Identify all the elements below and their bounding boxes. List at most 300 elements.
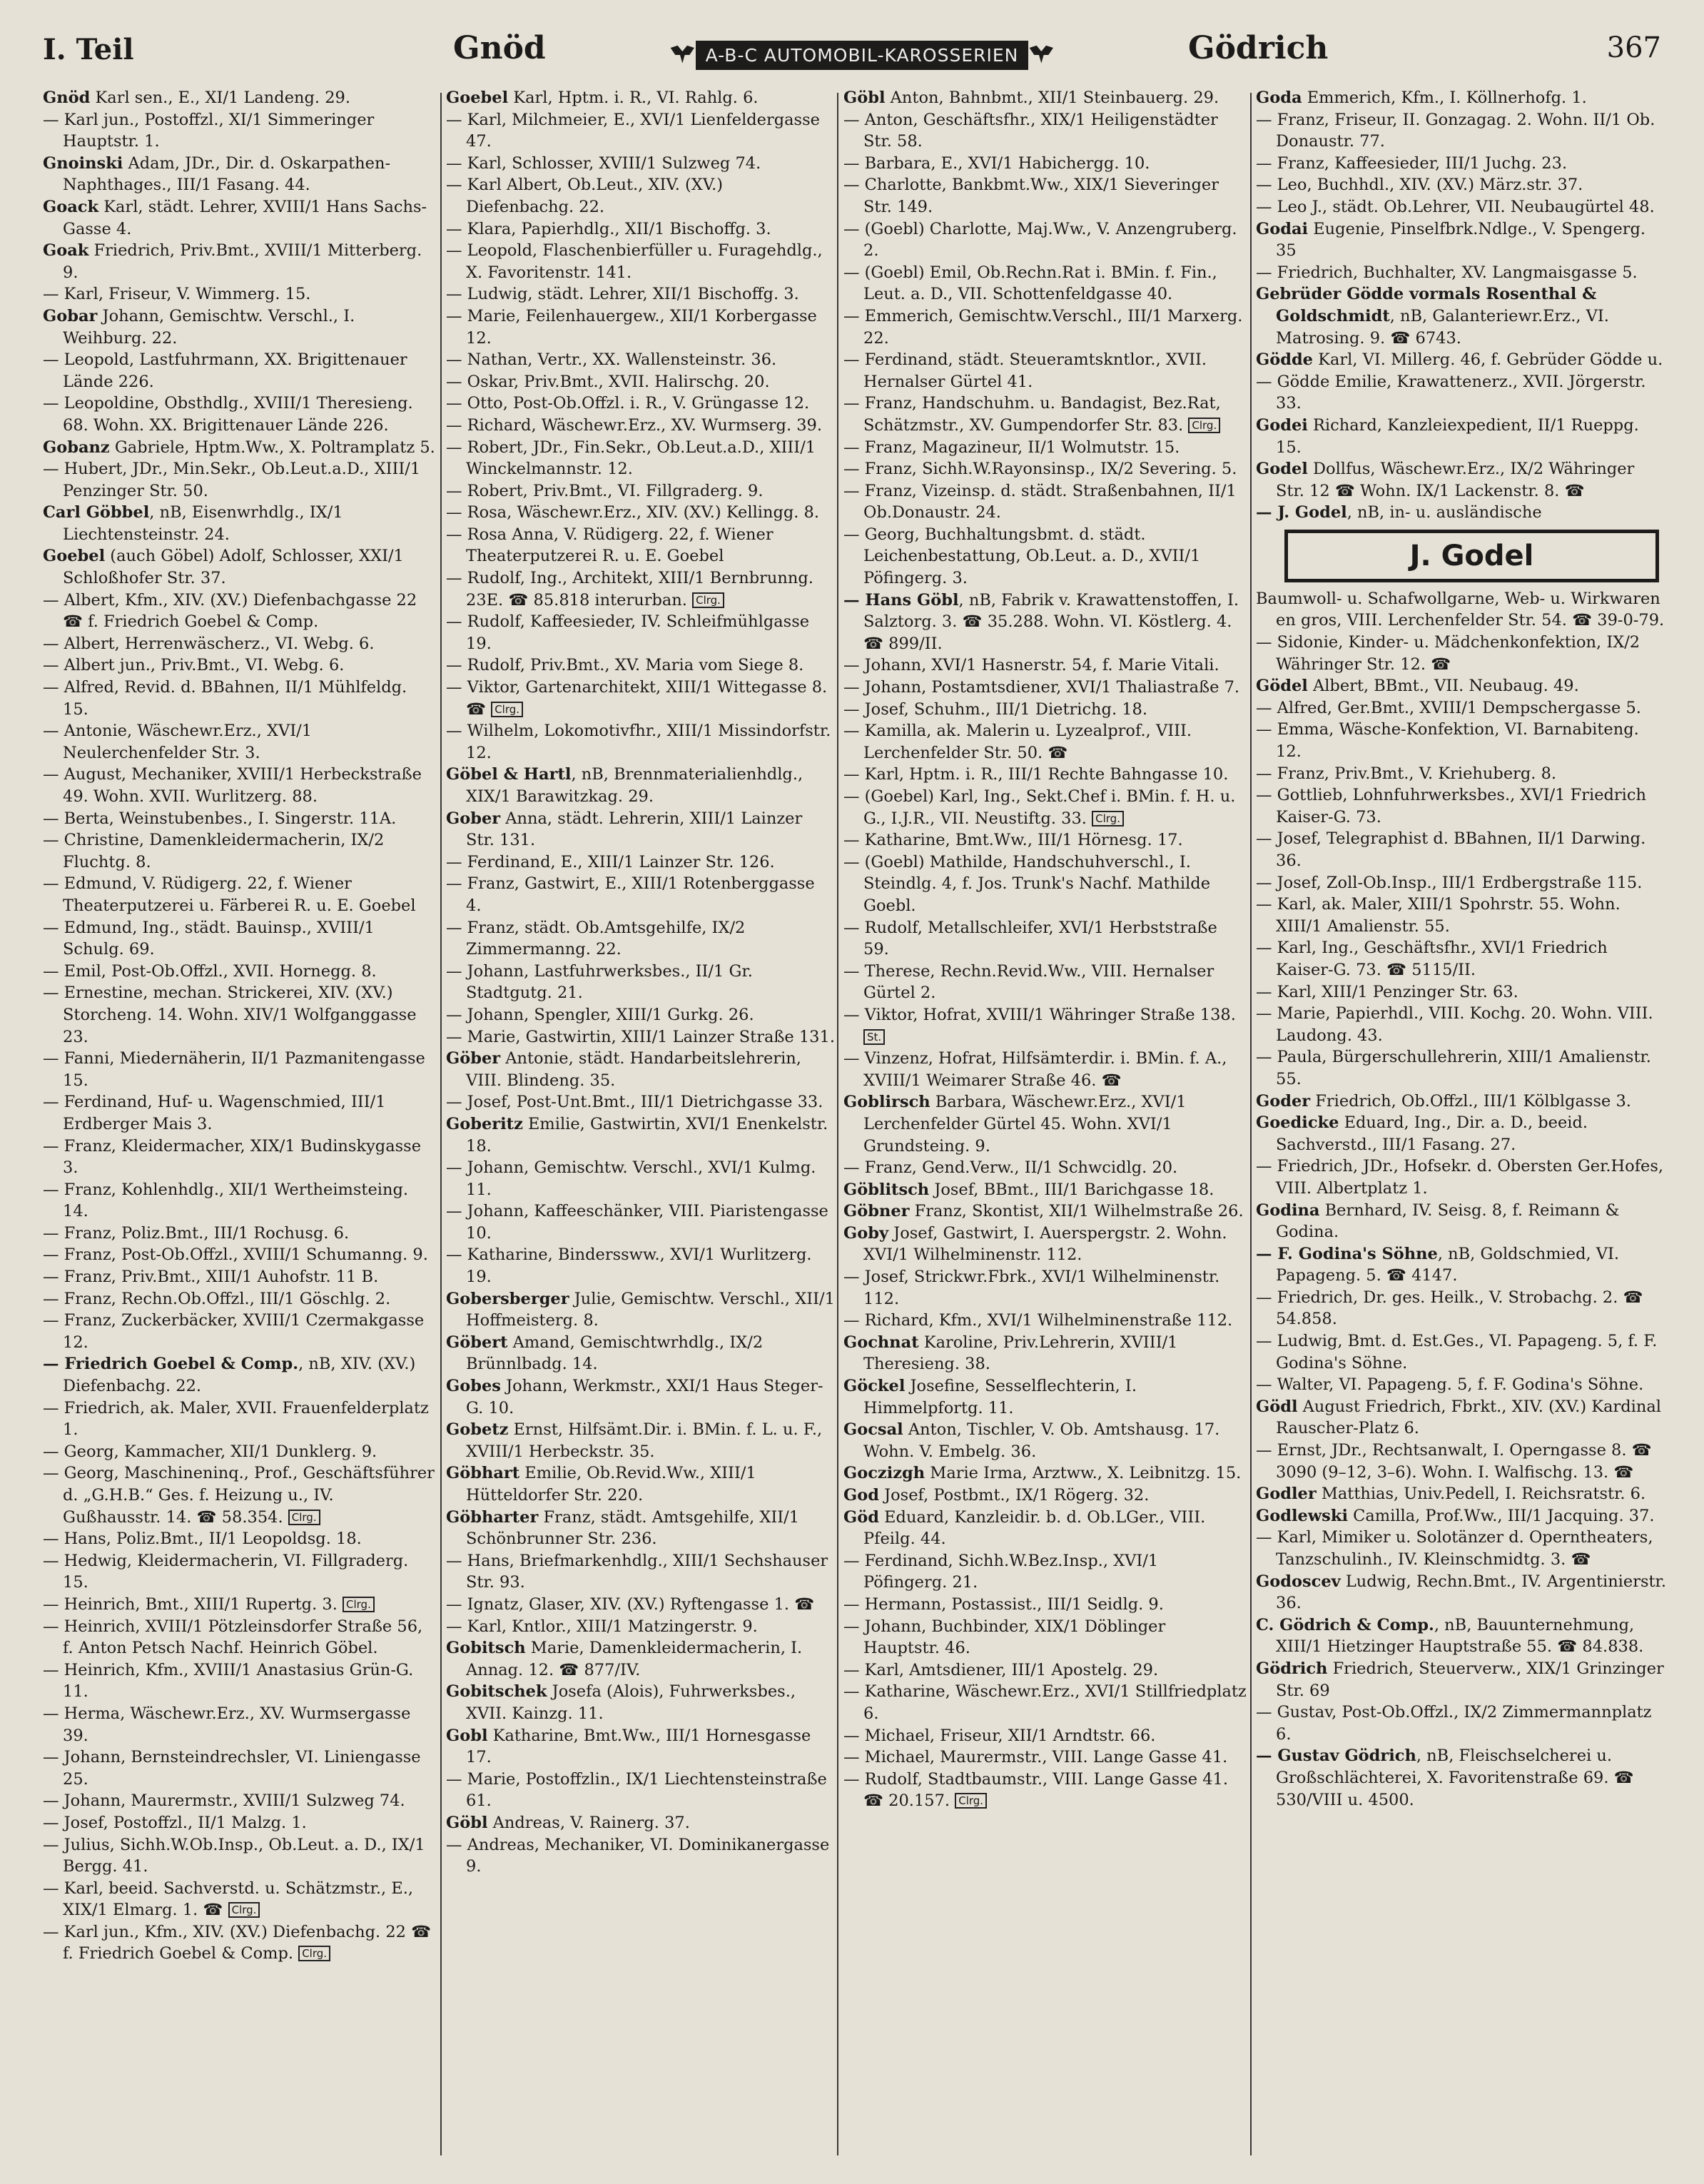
directory-entry (43, 1594, 435, 1616)
directory-entry (843, 305, 1247, 349)
directory-entry (446, 1419, 835, 1462)
entry-details: — Franz, Gastwirt, E., XIII/1 Rotenberggasse 4. (446, 874, 815, 915)
entry-surname: Göd (843, 1507, 879, 1527)
directory-entry (446, 1244, 835, 1288)
directory-entry (843, 1485, 1247, 1507)
entry-details: Karl, VI. Millerg. 46, f. Gebrüder Gödde u. (1313, 350, 1663, 370)
entry-details: — Franz, Priv.Bmt., V. Kriehuberg. 8. (1256, 764, 1557, 783)
directory-entry (446, 1004, 835, 1026)
entry-details: — Karl, Amtsdiener, III/1 Apostelg. 29. (843, 1660, 1159, 1679)
entry-surname: God (843, 1486, 879, 1505)
directory-entry (1256, 1330, 1666, 1374)
directory-entry (1256, 719, 1666, 762)
directory-entry (43, 283, 435, 305)
entry-details: — Karl, Hptm. i. R., III/1 Rechte Bahngasse 10. (843, 765, 1229, 784)
entry-surname: Gebrüder Gödde vormals Rosenthal & Goldschmidt (1256, 285, 1597, 325)
entry-details: — Hermann, Postassist., III/1 Seidlg. 9. (843, 1594, 1164, 1614)
directory-entry (843, 1223, 1247, 1266)
entry-details: — Karl jun., Kfm., XIV. (XV.) Diefenbachg. 22 ☎ f. Friedrich Goebel & Comp. (43, 1922, 432, 1963)
directory-entry (43, 1616, 435, 1659)
directory-entry (43, 1790, 435, 1812)
directory-entry (43, 1266, 435, 1288)
directory-entry (43, 808, 435, 830)
clearing-badge: Clrg. (1092, 811, 1124, 826)
directory-entry (1256, 109, 1666, 153)
entry-surname: C. Gödrich & Comp. (1256, 1615, 1434, 1634)
directory-entry (843, 87, 1247, 109)
directory-entry (446, 415, 835, 437)
entry-surname: — Hans Göbl (843, 590, 959, 610)
entry-surname: Gobitschek (446, 1682, 547, 1702)
entry-details: — Karl Albert, Ob.Leut., XIV. (XV.) Diefenbachg. 22. (446, 176, 724, 216)
directory-entry (1256, 675, 1666, 697)
entry-details: — Josef, Post-Unt.Bmt., III/1 Dietrichgasse 33. (446, 1093, 823, 1112)
directory-entry (1256, 502, 1666, 524)
directory-entry (446, 1637, 835, 1681)
directory-entry (1256, 349, 1666, 371)
directory-entry (1256, 1287, 1666, 1330)
directory-entry (43, 764, 435, 807)
entry-details: — Heinrich, Kfm., XVIII/1 Anastasius Grün-G. 11. (43, 1660, 414, 1702)
directory-entry (843, 1659, 1247, 1682)
entry-surname: Goberitz (446, 1114, 523, 1133)
entry-details: Josef, Gastwirt, I. Auerspergstr. 2. Wohn. XVI/1 Wilhelminenstr. 112. (863, 1223, 1227, 1265)
entry-details: — Johann, Buchbinder, XIX/1 Döblinger Hauptstr. 46. (843, 1617, 1166, 1658)
entry-surname: Gnöd (43, 89, 91, 107)
entry-surname: — J. Godel (1256, 503, 1347, 522)
entry-details: Dollfus, Wäschewr.Erz., IX/2 Währinger Str. 12 ☎ Wohn. IX/1 Lackenstr. 8. ☎ (1276, 460, 1635, 500)
directory-entry (843, 524, 1247, 590)
directory-entry (446, 1725, 835, 1769)
directory-entry (843, 699, 1247, 721)
entry-details: — Franz, Kohlenhdlg., XII/1 Wertheimsteing. 14. (43, 1180, 409, 1221)
entry-surname: Göbel & Hartl (446, 765, 572, 784)
directory-entry (1256, 588, 1666, 632)
entry-details: Karl, Hptm. i. R., VI. Rahlg. 6. (508, 89, 759, 107)
entry-details: Ludwig, Rechn.Bmt., IV. Argentinierstr. 36. (1276, 1572, 1666, 1613)
directory-entry (43, 677, 435, 720)
directory-entry (43, 633, 435, 655)
entry-details: — Viktor, Hofrat, XVIII/1 Währinger Straße 138. (843, 1005, 1236, 1024)
entry-details: Josefa (Alois), Fuhrwerksbes., XVII. Kainzg. 11. (466, 1682, 796, 1723)
directory-entry (446, 654, 835, 677)
directory-entry (1256, 1527, 1666, 1570)
entry-details: — Josef, Schuhm., III/1 Dietrichg. 18. (843, 699, 1148, 719)
directory-entry (43, 1441, 435, 1463)
directory-entry (446, 1157, 835, 1200)
entry-details: — Franz, Kaffeesieder, III/1 Juchg. 23. (1256, 153, 1568, 173)
entry-details: — Johann, Postamtsdiener, XVI/1 Thaliastraße 7. (843, 678, 1240, 697)
clearing-badge: Clrg. (491, 702, 523, 717)
entry-details: — Oskar, Priv.Bmt., XVII. Halirschg. 20. (446, 372, 770, 391)
directory-entry (43, 87, 435, 109)
entry-details: Andreas, V. Rainerg. 37. (487, 1813, 690, 1832)
entry-surname: Gobar (43, 306, 98, 325)
entry-surname: Goedicke (1256, 1113, 1339, 1133)
entry-details: Emilie, Gastwirtin, XVI/1 Enenkelstr. 18. (466, 1114, 828, 1156)
directory-entry (1256, 1003, 1666, 1046)
entry-details: , nB, Brennmaterialienhdlg., XIX/1 Barawitzkag. 29. (466, 765, 803, 806)
entry-details: — Friedrich, Dr. ges. Heilk., V. Strobachg. 2. ☎ 54.858. (1256, 1288, 1643, 1329)
directory-entry (43, 153, 435, 196)
directory-entry (43, 545, 435, 589)
directory-entry (446, 1113, 835, 1157)
directory-entry (1256, 1571, 1666, 1614)
entry-details: — Charlotte, Bankbmt.Ww., XIX/1 Sieveringer Str. 149. (843, 176, 1219, 216)
directory-entry (1256, 763, 1666, 785)
directory-entry (43, 349, 435, 393)
entry-details: — Heinrich, XVIII/1 Pötzleinsdorfer Straße 56, f. Anton Petsch Nachf. Heinrich Göbel. (43, 1617, 423, 1658)
entry-surname: Gobl (446, 1726, 488, 1745)
directory-entry (1256, 1396, 1666, 1440)
entry-details: — Georg, Buchhaltungsbmt. d. städt. Leichenbestattung, Ob.Leut. a. D., XVII/1 Pöfingerg. 3. (843, 525, 1201, 588)
entry-details: — Fanni, Miedernäherin, II/1 Pazmanitengasse 15. (43, 1049, 425, 1090)
entry-details: — Leopoldine, Obsthdlg., XVIII/1 Theresieng. 68. Wohn. XX. Brigittenauer Lände 226. (43, 394, 413, 435)
directory-entry (843, 1200, 1247, 1223)
entry-surname: — Gustav Gödrich (1256, 1746, 1416, 1766)
header-advertisement (669, 37, 1055, 73)
entry-surname: Goczizgh (843, 1464, 925, 1483)
directory-entry (446, 240, 835, 283)
entry-details: — Karl, Kntlor., XIII/1 Matzingerstr. 9. (446, 1617, 758, 1636)
entry-details: — (Goebl) Mathilde, Handschuhverschl., I. Steindlg. 4, f. Jos. Trunk's Nachf. Mathilde Goebl. (843, 852, 1211, 915)
directory-entry (1256, 872, 1666, 894)
directory-entry (446, 87, 835, 109)
directory-entry (843, 1179, 1247, 1201)
directory-entry (43, 961, 435, 983)
entry-surname: Godlewski (1256, 1506, 1348, 1525)
column-1 (43, 87, 435, 2157)
clearing-badge: Clrg. (1188, 418, 1220, 433)
entry-details: — Johann, XVI/1 Hasnerstr. 54, f. Marie Vitali. (843, 656, 1219, 675)
entry-surname: Goebel (446, 89, 509, 107)
directory-entry (446, 720, 835, 764)
directory-entry (843, 1507, 1247, 1550)
directory-entry (843, 1157, 1247, 1179)
directory-entry (446, 917, 835, 961)
directory-entry (1256, 1156, 1666, 1199)
column-2 (446, 87, 835, 2157)
entry-details: — Josef, Zoll-Ob.Insp., III/1 Erdbergstraße 115. (1256, 873, 1643, 892)
clearing-badge: St. (863, 1029, 885, 1045)
entry-details: , nB, Fabrik v. Krawattenstoffen, I. Salztorg. 3. ☎ 35.288. Wohn. VI. Köstlerg. 4. ☎ 899/II. (863, 590, 1239, 653)
entry-details: — Robert, Priv.Bmt., VI. Fillgraderg. 9. (446, 481, 764, 500)
directory-entry (43, 196, 435, 240)
entry-details: Johann, Werkmstr., XXI/1 Haus Steger-G. 10. (466, 1377, 823, 1417)
entry-details: — Therese, Rechn.Revid.Ww., VIII. Hernalser Gürtel 2. (843, 961, 1214, 1003)
entry-details: — Hans, Briefmarkenhdlg., XIII/1 Sechshauser Str. 93. (446, 1551, 828, 1592)
entry-details: — Johann, Bernsteindrechsler, VI. Liniengasse 25. (43, 1748, 421, 1789)
entry-details: — Rosa, Wäschewr.Erz., XIV. (XV.) Kellingg. 8. (446, 503, 820, 522)
entry-details: Anton, Tischler, V. Ob. Amtshausg. 17. Wohn. V. Embelg. 36. (863, 1420, 1220, 1461)
directory-entry (43, 1179, 435, 1223)
directory-entry (446, 1091, 835, 1113)
directory-entry (843, 1048, 1247, 1091)
entry-details: — Richard, Kfm., XVI/1 Wilhelminenstraße 112. (843, 1311, 1233, 1330)
entry-surname: Goda (1256, 89, 1302, 107)
entry-surname: Carl Göbbel (43, 503, 150, 522)
entry-details: Eduard, Kanzleidir. b. d. Ob.LGer., VIII. Pfeilg. 44. (863, 1507, 1206, 1549)
entry-details: — Karl jun., Postoffzl., XI/1 Simmeringer Hauptstr. 1. (43, 110, 375, 151)
entry-surname: Gobes (446, 1377, 501, 1396)
directory-entry (1256, 894, 1666, 937)
entry-details: — Marie, Feilenhauergew., XII/1 Korbergasse 12. (446, 306, 817, 348)
entry-details: — Gustav, Post-Ob.Offzl., IX/2 Zimmermannplatz 6. (1256, 1703, 1652, 1744)
entry-surname: Göbharter (446, 1507, 539, 1527)
entry-details: Friedrich, Ob.Offzl., III/1 Kölblgasse 3. (1310, 1091, 1631, 1111)
entry-details: — Rudolf, Ing., Architekt, XIII/1 Bernbrunng. 23E. ☎ 85.818 interurban. (446, 569, 813, 610)
entry-details: — Ignatz, Glaser, XIV. (XV.) Ryftengasse 1. ☎ (446, 1594, 815, 1614)
directory-entry (1256, 1614, 1666, 1658)
directory-entry (43, 1223, 435, 1245)
directory-entry (843, 764, 1247, 786)
entry-details: — Leo J., städt. Ob.Lehrer, VII. Neubaugürtel 48. (1256, 197, 1655, 216)
directory-entry (446, 1834, 835, 1878)
entry-details: — Ludwig, städt. Lehrer, XII/1 Bischoffg. 3. (446, 285, 799, 304)
directory-entry (1256, 1243, 1666, 1287)
entry-details: — Alfred, Revid. d. BBahnen, II/1 Mühlfeldg. 15. (43, 678, 407, 719)
entry-details: — Johann, Maurermstr., XVIII/1 Sulzweg 74. (43, 1791, 405, 1811)
directory-entry (43, 1310, 435, 1353)
entry-details: — Franz, Priv.Bmt., XIII/1 Auhofstr. 11 B. (43, 1268, 379, 1287)
right-guide-word: Gödrich (1188, 30, 1329, 66)
directory-entry (446, 961, 835, 1004)
entry-details: — Walter, VI. Papageng. 5, f. F. Godina's Söhne. (1256, 1375, 1644, 1395)
entry-details: — Andreas, Mechaniker, VI. Dominikanergasse 9. (446, 1835, 830, 1876)
entry-surname: Göblitsch (843, 1180, 930, 1199)
entry-details: — Josef, Postoffzl., II/1 Malzg. 1. (43, 1813, 307, 1832)
entry-details: , nB, Fleischselcherei u. Großschlächterei, X. Favoritenstraße 69. ☎ 530/VIII u. 4500. (1276, 1746, 1634, 1809)
directory-entry (43, 1136, 435, 1179)
entry-details: — Albert, Herrenwäscherz., VI. Webg. 6. (43, 634, 375, 653)
entry-details: — Karl, ak. Maler, XIII/1 Spohrstr. 55. Wohn. XIII/1 Amalienstr. 55. (1256, 895, 1621, 936)
directory-entry (446, 611, 835, 654)
directory-entry (446, 1812, 835, 1834)
entry-details: — Franz, Poliz.Bmt., III/1 Rochusg. 6. (43, 1223, 350, 1243)
entry-surname: Goblirsch (843, 1093, 930, 1112)
directory-entry (446, 1550, 835, 1594)
entry-details: Josef, BBmt., III/1 Barichgasse 18. (929, 1180, 1214, 1199)
directory-entry (1256, 218, 1666, 262)
left-guide-word: Gnöd (453, 30, 546, 66)
entry-details: Marie, Damenkleidermacherin, I. Annag. 12. ☎ 877/IV. (466, 1639, 803, 1679)
directory-entry (1256, 1440, 1666, 1483)
directory-entry (843, 1594, 1247, 1616)
directory-entry (1256, 1112, 1666, 1156)
entry-details: — Edmund, V. Rüdigerg. 22, f. Wiener Theaterputzerei u. Färberei R. u. E. Goebel (43, 874, 416, 915)
entry-details: Johann, Gemischtw. Verschl., I. Weihburg. 22. (63, 306, 355, 348)
directory-entry (43, 109, 435, 153)
entry-details: — Nathan, Vertr., XX. Wallensteinstr. 36. (446, 350, 777, 370)
directory-entry (1256, 415, 1666, 458)
entry-details: — Christine, Damenkleidermacherin, IX/2 Fluchtg. 8. (43, 831, 385, 871)
entry-details: — Viktor, Gartenarchitekt, XIII/1 Wittegasse 8. ☎ (446, 678, 828, 719)
entry-details: — Franz, Sichh.W.Rayonsinsp., IX/2 Severing. 5. (843, 460, 1237, 479)
entry-details: — Georg, Maschineninq., Prof., Geschäftsführer d. „G.H.B.“ Ges. f. Heizung u., IV. Gußhausstr. 14. ☎ 58.354. (43, 1464, 435, 1527)
entry-details: — Friedrich, Buchhalter, XV. Langmaisgasse 5. (1256, 263, 1638, 282)
entry-surname: Göbl (446, 1813, 488, 1832)
clearing-badge: Clrg. (343, 1597, 375, 1612)
entry-surname: Gober (446, 809, 501, 828)
directory-entry (43, 982, 435, 1048)
entry-details: Franz, städt. Amtsgehilfe, XII/1 Schönbrunner Str. 236. (466, 1507, 800, 1549)
directory-entry (1256, 1091, 1666, 1113)
entry-details: Camilla, Prof.Ww., III/1 Jacquing. 37. (1348, 1506, 1655, 1525)
directory-entry (843, 590, 1247, 655)
entry-details: — Johann, Gemischtw. Verschl., XVI/1 Kulmg. 11. (446, 1158, 816, 1199)
directory-entry (1256, 1702, 1666, 1745)
directory-entry (446, 153, 835, 175)
entry-details: — Hedwig, Kleidermacherin, VI. Fillgraderg. 15. (43, 1551, 409, 1592)
entry-surname: Goby (843, 1223, 889, 1243)
entry-surname: Gödde (1256, 350, 1314, 370)
directory-entry (446, 873, 835, 916)
entry-surname: Göber (446, 1049, 501, 1068)
eagle-emblem-icon (669, 39, 696, 71)
entry-details: — Franz, städt. Ob.Amtsgehilfe, IX/2 Zimmermanng. 22. (446, 918, 746, 959)
entry-details: — Michael, Maurermstr., VIII. Lange Gasse 41. (843, 1748, 1228, 1767)
entry-details: , nB, Galanteriewr.Erz., VI. Matrosing. 9. ☎ 6743. (1276, 306, 1609, 348)
entry-surname: Gobanz (43, 438, 110, 457)
directory-entry (843, 153, 1247, 175)
entry-details: — Antonie, Wäschewr.Erz., XVI/1 Neulerchenfelder Str. 3. (43, 722, 313, 762)
directory-entry (1256, 1483, 1666, 1505)
directory-entry (446, 808, 835, 851)
entry-details: — Katharine, Bmt.Ww., III/1 Hörnesg. 17. (843, 831, 1183, 850)
entry-details: — Friedrich, JDr., Hofsekr. d. Obersten Ger.Hofes, VIII. Albertplatz 1. (1256, 1157, 1664, 1198)
directory-entry (843, 480, 1247, 524)
directory-entry (43, 654, 435, 677)
directory-entry (446, 1462, 835, 1506)
directory-entry (843, 458, 1247, 480)
directory-entry (43, 1528, 435, 1550)
entry-details: Emmerich, Kfm., I. Köllnerhofg. 1. (1302, 89, 1587, 107)
clearing-badge: Clrg. (955, 1793, 987, 1809)
directory-entry (843, 917, 1247, 961)
directory-entry (43, 458, 435, 502)
entry-details: — Franz, Kleidermacher, XIX/1 Budinskygasse 3. (43, 1136, 422, 1178)
entry-details: — Emma, Wäsche-Konfektion, VI. Barnabiteng. 12. (1256, 720, 1639, 762)
directory-entry (446, 1375, 835, 1419)
column-3 (843, 87, 1247, 2157)
entry-details: — Alfred, Ger.Bmt., XVIII/1 Dempschergasse 5. (1256, 698, 1641, 717)
directory-entry (43, 502, 435, 545)
directory-entry (446, 1026, 835, 1048)
entry-details: — Sidonie, Kinder- u. Mädchenkonfektion, IX/2 Währinger Str. 12. ☎ (1256, 633, 1640, 674)
entry-details: — Franz, Rechn.Ob.Offzl., III/1 Göschlg. 2. (43, 1289, 391, 1308)
entry-surname: Göbhart (446, 1464, 520, 1483)
directory-entry (43, 829, 435, 873)
directory-entry (843, 109, 1247, 153)
entry-details: , nB, XIV. (XV.) Diefenbachg. 22. (63, 1355, 416, 1396)
entry-details: — Katharine, Binderssww., XVI/1 Wurlitzerg. 19. (446, 1245, 812, 1287)
entry-details: Josef, Postbmt., IX/1 Rögerg. 32. (878, 1486, 1150, 1505)
entry-details: — Hubert, JDr., Min.Sekr., Ob.Leut.a.D., XIII/1 Penzinger Str. 50. (43, 460, 421, 500)
entry-surname: Godei (1256, 415, 1308, 435)
directory-entry (43, 720, 435, 764)
entry-details: — Josef, Strickwr.Fbrk., XVI/1 Wilhelminenstr. 112. (843, 1268, 1220, 1308)
entry-details: — Franz, Gend.Verw., II/1 Schwcidlg. 20. (843, 1158, 1178, 1178)
directory-entry (1256, 371, 1666, 415)
directory-entry (1256, 196, 1666, 218)
clearing-badge: Clrg. (298, 1946, 330, 1961)
entry-details: Franz, Skontist, XII/1 Wilhelmstraße 26. (909, 1202, 1244, 1221)
entry-details: — Johann, Lastfuhrwerksbes., II/1 Gr. Stadtgutg. 21. (446, 961, 753, 1003)
entry-details: — Albert jun., Priv.Bmt., VI. Webg. 6. (43, 656, 345, 675)
entry-surname: Gobitsch (446, 1639, 526, 1658)
directory-entry (843, 1746, 1247, 1769)
entry-details: — Vinzenz, Hofrat, Hilfsämterdir. i. BMin. f. A., XVIII/1 Weimarer Straße 46. ☎ (843, 1049, 1227, 1090)
entry-details: — Herma, Wäschewr.Erz., XV. Wurmsergasse 39. (43, 1704, 411, 1745)
entry-details: — August, Mechaniker, XVIII/1 Herbeckstraße 49. Wohn. XVII. Wurlitzerg. 88. (43, 765, 422, 806)
directory-entry (843, 829, 1247, 851)
entry-details: — Karl, Schlosser, XVIII/1 Sulzweg 74. (446, 153, 761, 173)
directory-entry (43, 1048, 435, 1091)
directory-entry (43, 1244, 435, 1266)
entry-details: Bernhard, IV. Seisg. 8, f. Reimann & Godina. (1276, 1200, 1620, 1242)
directory-entry (843, 1616, 1247, 1659)
directory-entry (1256, 153, 1666, 175)
directory-entry (43, 1397, 435, 1441)
directory-entry (446, 1288, 835, 1332)
entry-details: — Marie, Papierhdl., VIII. Kochg. 20. Wohn. VIII. Laudong. 43. (1256, 1004, 1653, 1045)
directory-entry (1256, 632, 1666, 675)
entry-details: — Albert, Kfm., XIV. (XV.) Diefenbachgasse 22 ☎ f. Friedrich Goebel & Comp. (43, 590, 417, 632)
entry-details: — Heinrich, Bmt., XIII/1 Rupertg. 3. (43, 1594, 338, 1614)
entry-details: — Ferdinand, Huf- u. Wagenschmied, III/1 Erdberger Mais 3. (43, 1093, 386, 1133)
directory-entry (446, 349, 835, 371)
directory-entry (446, 677, 835, 720)
entry-details: — Paula, Bürgerschullehrerin, XIII/1 Amalienstr. 55. (1256, 1048, 1651, 1088)
directory-entry (446, 174, 835, 218)
directory-entry (43, 1659, 435, 1703)
entry-details: Josefine, Sesselflechterin, I. Himmelpfortg. 11. (863, 1377, 1137, 1417)
entry-details: — Gödde Emilie, Krawattenerz., XVII. Jörgerstr. 33. (1256, 372, 1646, 413)
directory-entry (843, 1004, 1247, 1048)
entry-details: Friedrich, Priv.Bmt., XVIII/1 Mitterberg. 9. (63, 241, 422, 282)
entry-surname: Gödl (1256, 1397, 1298, 1416)
entry-details: Gabriele, Hptm.Ww., X. Poltramplatz 5. (109, 438, 435, 457)
entry-surname: Gödel (1256, 677, 1308, 696)
directory-entry (843, 1332, 1247, 1375)
directory-entry (843, 1091, 1247, 1157)
entry-details: — Emmerich, Gemischtw.Verschl., III/1 Marxerg. 22. (843, 306, 1243, 348)
directory-entry (43, 1921, 435, 1965)
directory-entry (843, 1725, 1247, 1747)
directory-entry (1256, 1200, 1666, 1243)
entry-details: — Kamilla, ak. Malerin u. Lyzealprof., VIII. Lerchenfelder Str. 50. ☎ (843, 722, 1192, 762)
entry-surname: Göbl (843, 89, 886, 107)
entry-surname: Göbert (446, 1333, 508, 1352)
entry-surname: Gocsal (843, 1420, 903, 1440)
entry-surname: Godoscev (1256, 1572, 1341, 1591)
entry-details: — Rudolf, Kaffeesieder, IV. Schleifmühlgasse 19. (446, 612, 810, 653)
directory-entry (1256, 87, 1666, 109)
directory-entry (1256, 174, 1666, 196)
directory-entry (446, 1332, 835, 1375)
entry-surname: — Friedrich Goebel & Comp. (43, 1355, 299, 1374)
entry-details: — Gottlieb, Lohnfuhrwerksbes., XVI/1 Friedrich Kaiser-G. 73. (1256, 786, 1646, 826)
entry-details: — Josef, Telegraphist d. BBahnen, II/1 Darwing. 36. (1256, 829, 1646, 870)
directory-entry (843, 1310, 1247, 1332)
entry-details: — Ernestine, mechan. Strickerei, XIV. (XV.) Storcheng. 14. Wohn. XIV/1 Wolfganggasse 23. (43, 984, 417, 1046)
directory-entry (43, 590, 435, 633)
entry-details: — Ludwig, Bmt. d. Est.Ges., VI. Papageng. 5, f. F. Godina's Söhne. (1256, 1332, 1658, 1372)
entry-surname: Godler (1256, 1485, 1317, 1504)
directory-entry (1256, 458, 1666, 502)
entry-details: — Otto, Post-Ob.Offzl. i. R., V. Grüngasse 12. (446, 394, 810, 413)
entry-details: , nB, Goldschmied, VI. Papageng. 5. ☎ 4147. (1276, 1244, 1620, 1285)
